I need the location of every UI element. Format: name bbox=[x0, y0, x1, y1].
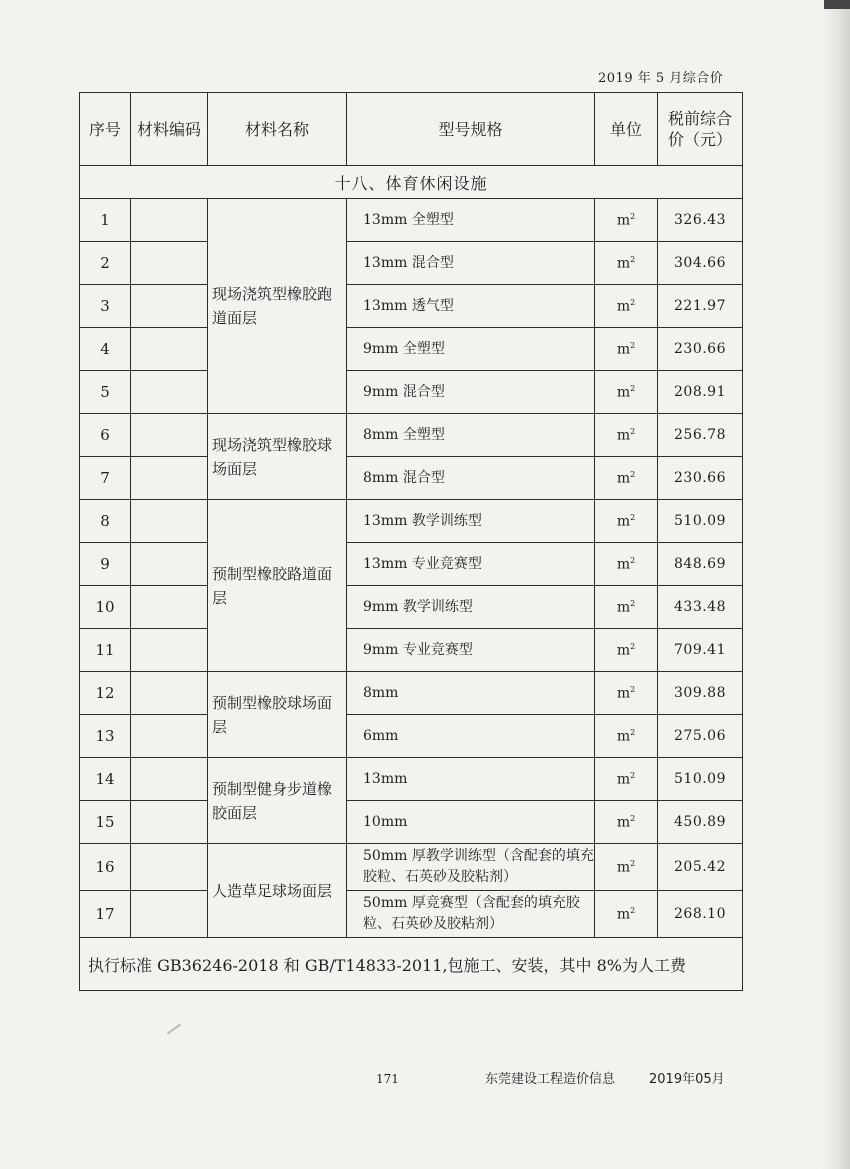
unit-cell bbox=[595, 328, 658, 371]
unit-cell bbox=[595, 844, 658, 891]
unit-superscript: 2 bbox=[630, 340, 636, 350]
spec-cell: 13mm 全塑型 bbox=[347, 199, 595, 242]
table-row bbox=[80, 242, 743, 285]
material-code-cell bbox=[131, 371, 208, 414]
spec-cell: 13mm 透气型 bbox=[347, 285, 595, 328]
unit-superscript: 2 bbox=[630, 684, 636, 694]
table-row bbox=[80, 586, 743, 629]
table-row bbox=[80, 891, 743, 938]
unit-text: m bbox=[616, 341, 631, 358]
table-row bbox=[80, 328, 743, 371]
unit-cell bbox=[595, 586, 658, 629]
price-cell: 450.89 bbox=[658, 801, 743, 844]
row-number: 6 bbox=[80, 414, 131, 457]
price-cell: 510.09 bbox=[658, 500, 743, 543]
row-number: 2 bbox=[80, 242, 131, 285]
row-number: 1 bbox=[80, 199, 131, 242]
unit-text: m bbox=[616, 427, 631, 444]
spec-cell: 50mm 厚教学训练型（含配套的填充胶粒、石英砂及胶粘剂） bbox=[347, 844, 595, 891]
spec-cell: 13mm bbox=[347, 758, 595, 801]
spec-cell: 13mm 教学训练型 bbox=[347, 500, 595, 543]
unit-text: m bbox=[616, 814, 631, 831]
row-number: 14 bbox=[80, 758, 131, 801]
unit-superscript: 2 bbox=[630, 770, 636, 780]
material-code-cell bbox=[131, 457, 208, 500]
spec-cell: 50mm 厚竞赛型（含配套的填充胶粒、石英砂及胶粘剂） bbox=[347, 891, 595, 938]
spec-cell: 6mm bbox=[347, 715, 595, 758]
row-number: 10 bbox=[80, 586, 131, 629]
unit-cell bbox=[595, 457, 658, 500]
unit-superscript: 2 bbox=[630, 813, 636, 823]
material-code-cell bbox=[131, 844, 208, 891]
price-cell: 221.97 bbox=[658, 285, 743, 328]
column-header-name: 材料名称 bbox=[208, 93, 347, 166]
material-code-cell bbox=[131, 715, 208, 758]
price-cell: 304.66 bbox=[658, 242, 743, 285]
price-cell: 230.66 bbox=[658, 457, 743, 500]
unit-text: m bbox=[616, 642, 631, 659]
unit-superscript: 2 bbox=[630, 555, 636, 565]
spec-cell: 13mm 混合型 bbox=[347, 242, 595, 285]
price-cell: 230.66 bbox=[658, 328, 743, 371]
unit-text: m bbox=[616, 255, 631, 272]
unit-superscript: 2 bbox=[630, 211, 636, 221]
price-cell: 326.43 bbox=[658, 199, 743, 242]
material-code-cell bbox=[131, 586, 208, 629]
material-code-cell bbox=[131, 500, 208, 543]
table-row bbox=[80, 457, 743, 500]
section-row bbox=[80, 166, 743, 199]
price-cell: 510.09 bbox=[658, 758, 743, 801]
column-header-unit: 单位 bbox=[595, 93, 658, 166]
table-row bbox=[80, 672, 743, 715]
row-number: 4 bbox=[80, 328, 131, 371]
column-header-spec: 型号规格 bbox=[347, 93, 595, 166]
table-row bbox=[80, 285, 743, 328]
row-number: 8 bbox=[80, 500, 131, 543]
unit-cell bbox=[595, 715, 658, 758]
column-header-code: 材料编码 bbox=[131, 93, 208, 166]
unit-text: m bbox=[616, 470, 631, 487]
material-name-cell: 现场浇筑型橡胶球场面层 bbox=[208, 414, 347, 500]
row-number: 7 bbox=[80, 457, 131, 500]
unit-cell bbox=[595, 285, 658, 328]
unit-superscript: 2 bbox=[630, 727, 636, 737]
unit-cell bbox=[595, 414, 658, 457]
scan-corner-mark bbox=[824, 0, 850, 9]
unit-cell bbox=[595, 629, 658, 672]
unit-cell bbox=[595, 801, 658, 844]
page-edge-shadow bbox=[822, 0, 850, 1169]
spec-cell: 9mm 教学训练型 bbox=[347, 586, 595, 629]
material-code-cell bbox=[131, 801, 208, 844]
unit-text: m bbox=[616, 599, 631, 616]
material-name-cell: 现场浇筑型橡胶跑道面层 bbox=[208, 199, 347, 414]
material-name-cell: 预制型橡胶球场面层 bbox=[208, 672, 347, 758]
material-code-cell bbox=[131, 285, 208, 328]
unit-cell bbox=[595, 500, 658, 543]
table-row bbox=[80, 414, 743, 457]
price-cell: 709.41 bbox=[658, 629, 743, 672]
unit-superscript: 2 bbox=[630, 383, 636, 393]
unit-superscript: 2 bbox=[630, 512, 636, 522]
material-code-cell bbox=[131, 891, 208, 938]
table-row bbox=[80, 371, 743, 414]
unit-superscript: 2 bbox=[630, 254, 636, 264]
table-row bbox=[80, 500, 743, 543]
page-number: 171 bbox=[376, 1072, 399, 1086]
unit-superscript: 2 bbox=[630, 426, 636, 436]
unit-cell bbox=[595, 371, 658, 414]
spec-cell: 8mm 混合型 bbox=[347, 457, 595, 500]
material-code-cell bbox=[131, 543, 208, 586]
table-row bbox=[80, 844, 743, 891]
unit-text: m bbox=[616, 685, 631, 702]
material-code-cell bbox=[131, 629, 208, 672]
row-number: 15 bbox=[80, 801, 131, 844]
unit-text: m bbox=[616, 384, 631, 401]
unit-superscript: 2 bbox=[630, 858, 636, 868]
material-code-cell bbox=[131, 328, 208, 371]
unit-superscript: 2 bbox=[630, 469, 636, 479]
price-cell: 208.91 bbox=[658, 371, 743, 414]
table-row bbox=[80, 629, 743, 672]
spec-cell: 8mm bbox=[347, 672, 595, 715]
column-header-no: 序号 bbox=[80, 93, 131, 166]
header-date: 2019 年 5 月综合价 bbox=[598, 71, 724, 86]
material-code-cell bbox=[131, 758, 208, 801]
material-name-cell: 人造草足球场面层 bbox=[208, 844, 347, 938]
unit-cell bbox=[595, 242, 658, 285]
spec-cell: 8mm 全塑型 bbox=[347, 414, 595, 457]
row-number: 17 bbox=[80, 891, 131, 938]
row-number: 3 bbox=[80, 285, 131, 328]
price-table bbox=[79, 92, 743, 991]
price-cell: 275.06 bbox=[658, 715, 743, 758]
unit-superscript: 2 bbox=[630, 598, 636, 608]
row-number: 12 bbox=[80, 672, 131, 715]
material-name-cell: 预制型橡胶路道面层 bbox=[208, 500, 347, 672]
unit-text: m bbox=[616, 298, 631, 315]
column-header-price: 税前综合价（元） bbox=[658, 93, 743, 166]
price-cell: 433.48 bbox=[658, 586, 743, 629]
scan-mark bbox=[167, 1024, 181, 1035]
table-row bbox=[80, 758, 743, 801]
section-title: 十八、体育休闲设施 bbox=[80, 166, 743, 199]
unit-superscript: 2 bbox=[630, 297, 636, 307]
row-number: 11 bbox=[80, 629, 131, 672]
row-number: 5 bbox=[80, 371, 131, 414]
table-header-row bbox=[80, 93, 743, 166]
material-code-cell bbox=[131, 242, 208, 285]
unit-text: m bbox=[616, 212, 631, 229]
table-row bbox=[80, 801, 743, 844]
unit-cell bbox=[595, 199, 658, 242]
table-row bbox=[80, 543, 743, 586]
material-code-cell bbox=[131, 672, 208, 715]
row-number: 13 bbox=[80, 715, 131, 758]
unit-cell bbox=[595, 543, 658, 586]
material-name-cell: 预制型健身步道橡胶面层 bbox=[208, 758, 347, 844]
table-row bbox=[80, 199, 743, 242]
unit-cell bbox=[595, 758, 658, 801]
spec-cell: 9mm 专业竞赛型 bbox=[347, 629, 595, 672]
unit-text: m bbox=[616, 859, 631, 876]
price-cell: 268.10 bbox=[658, 891, 743, 938]
unit-superscript: 2 bbox=[630, 905, 636, 915]
publication-name: 东莞建设工程造价信息 bbox=[485, 1072, 616, 1087]
price-cell: 848.69 bbox=[658, 543, 743, 586]
material-code-cell bbox=[131, 414, 208, 457]
unit-text: m bbox=[616, 513, 631, 530]
unit-text: m bbox=[616, 728, 631, 745]
row-number: 9 bbox=[80, 543, 131, 586]
price-cell: 256.78 bbox=[658, 414, 743, 457]
row-number: 16 bbox=[80, 844, 131, 891]
unit-superscript: 2 bbox=[630, 641, 636, 651]
standard-note: 执行标准 GB36246-2018 和 GB/T14833-2011,包施工、安装，其中 8%为人工费 bbox=[80, 938, 743, 991]
footer-date: 2019年05月 bbox=[649, 1072, 725, 1087]
unit-cell bbox=[595, 672, 658, 715]
material-code-cell bbox=[131, 199, 208, 242]
price-cell: 205.42 bbox=[658, 844, 743, 891]
unit-text: m bbox=[616, 906, 631, 923]
unit-text: m bbox=[616, 771, 631, 788]
spec-cell: 13mm 专业竞赛型 bbox=[347, 543, 595, 586]
spec-cell: 9mm 混合型 bbox=[347, 371, 595, 414]
price-cell: 309.88 bbox=[658, 672, 743, 715]
unit-text: m bbox=[616, 556, 631, 573]
unit-cell bbox=[595, 891, 658, 938]
table-row bbox=[80, 715, 743, 758]
spec-cell: 10mm bbox=[347, 801, 595, 844]
spec-cell: 9mm 全塑型 bbox=[347, 328, 595, 371]
note-row bbox=[80, 938, 743, 991]
